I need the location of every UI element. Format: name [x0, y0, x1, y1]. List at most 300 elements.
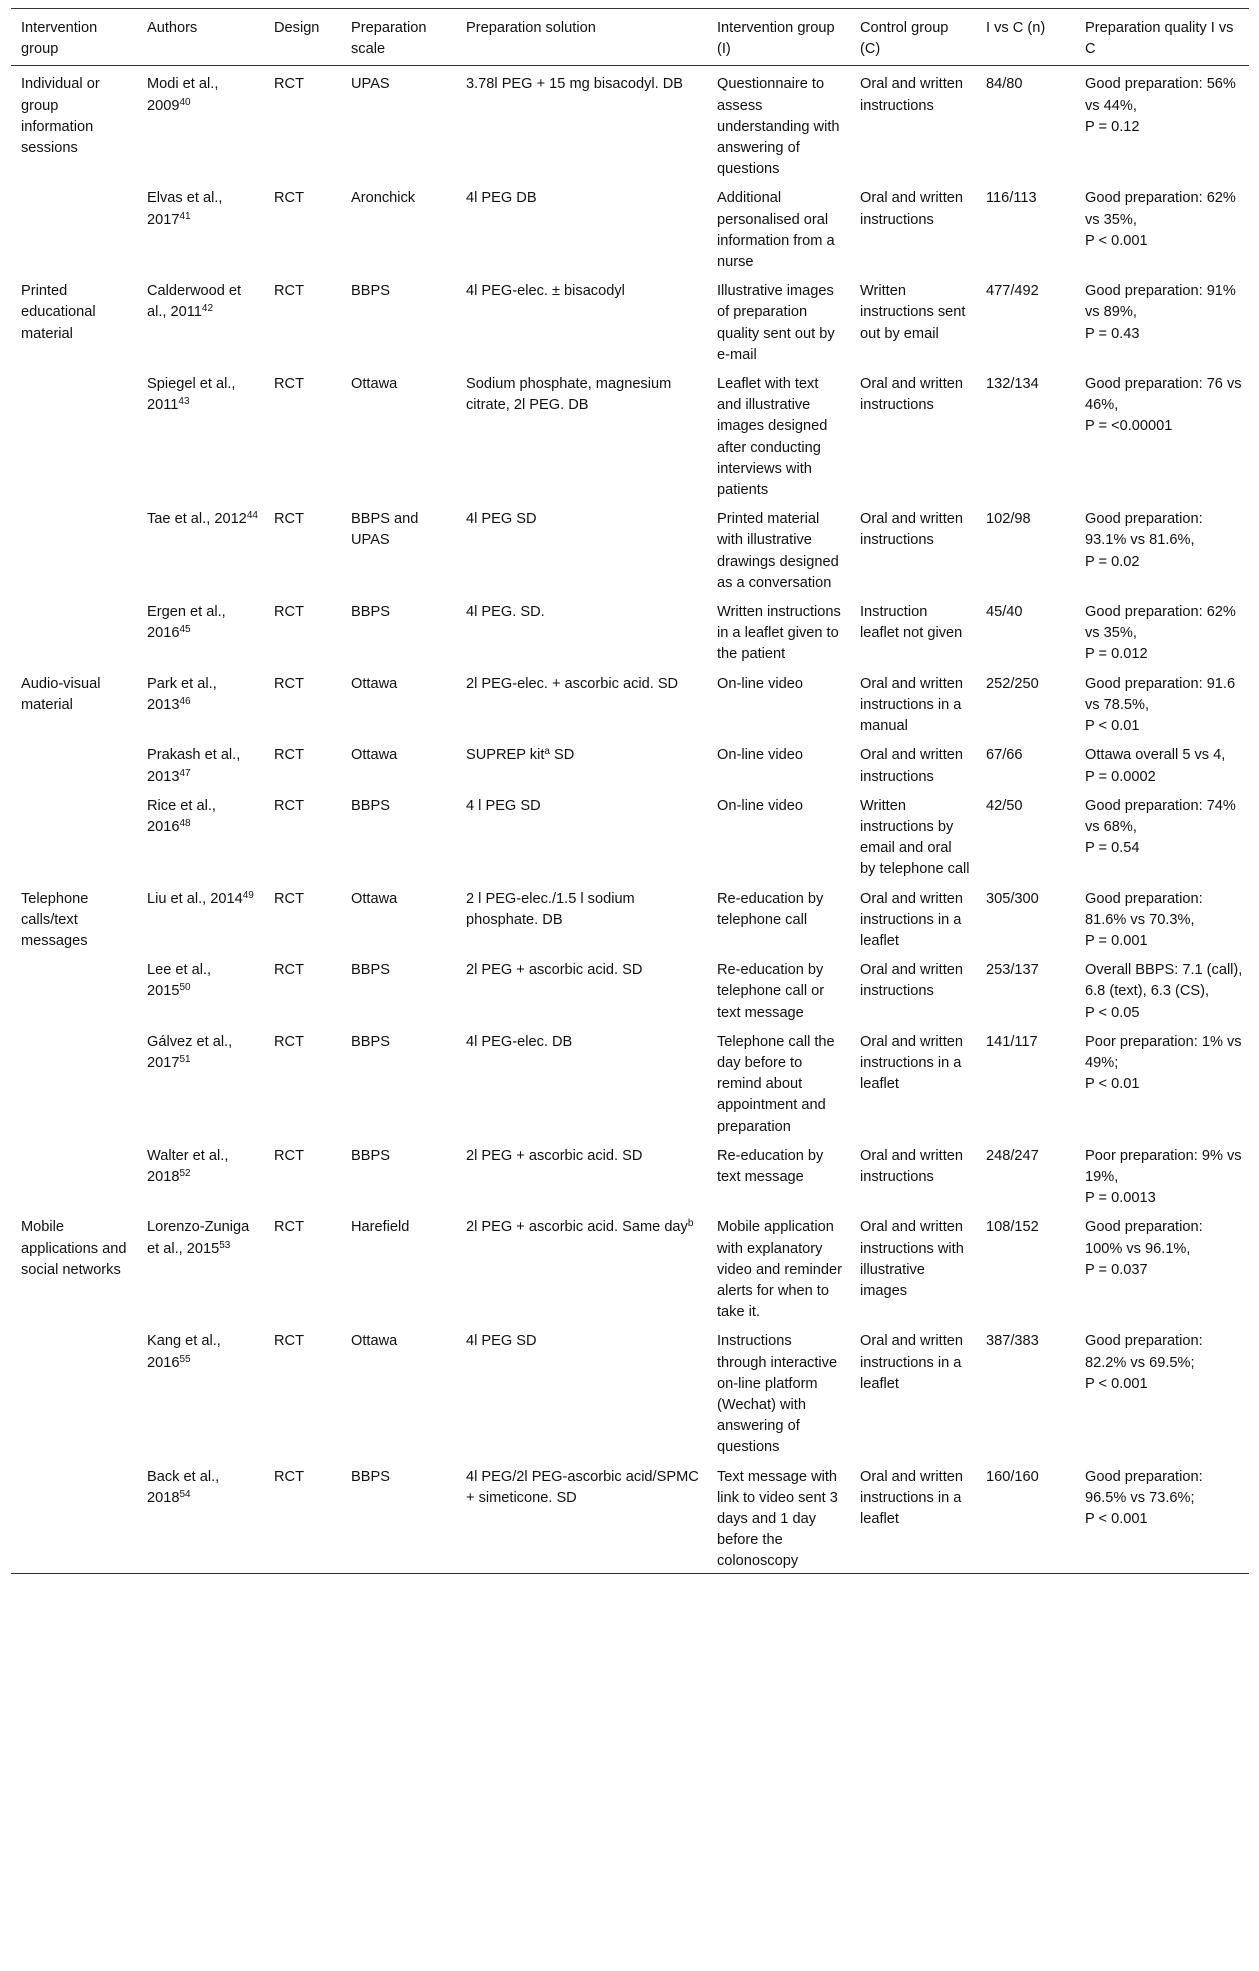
sample-size-text: 45/40: [986, 604, 1023, 621]
quality-text: Good preparation: 96.5% vs 73.6%;: [1085, 1468, 1203, 1506]
header-preparation-solution: Preparation solution: [466, 20, 596, 36]
cell-intervention-group: [11, 1024, 137, 1138]
cell-intervention: [707, 1138, 850, 1210]
cell-intervention: [707, 1024, 850, 1138]
cell-sample-size: [976, 952, 1075, 1024]
intervention-text: Mobile application with explanatory video and reminder alerts for when to take it.: [717, 1219, 842, 1321]
table-row: [11, 737, 1249, 787]
cell-design: [264, 66, 341, 181]
control-text: Instruction leaflet not given: [860, 604, 963, 642]
cell-design: [264, 666, 341, 738]
solution-text: 4 l PEG SD: [466, 797, 541, 814]
cell-authors: [137, 1323, 264, 1458]
cell-preparation-solution: [456, 881, 707, 953]
reference-number: 53: [219, 1239, 231, 1251]
cell-design: [264, 881, 341, 953]
solution-text: 4l PEG SD: [466, 511, 537, 528]
author-text: Calderwood et al., 2011: [147, 283, 242, 321]
table-container: [11, 8, 1249, 1574]
p-value-text: P = 0.012: [1085, 646, 1148, 663]
cell-sample-size: [976, 788, 1075, 881]
solution-text: 2 l PEG-elec./1.5 l sodium phosphate. DB: [466, 890, 635, 928]
quality-text: Ottawa overall 5 vs 4,: [1085, 747, 1226, 764]
design-text: RCT: [274, 376, 304, 393]
control-text: Oral and written instructions: [860, 76, 964, 114]
p-value-text: P = 0.12: [1085, 118, 1140, 135]
p-value-text: P < 0.05: [1085, 1004, 1140, 1021]
design-text: RCT: [274, 511, 304, 528]
p-value-text: P = 0.43: [1085, 325, 1140, 342]
cell-preparation-scale: [341, 273, 456, 366]
sample-size-text: 84/80: [986, 76, 1023, 93]
intervention-text: Re-education by text message: [717, 1147, 824, 1185]
cell-authors: [137, 594, 264, 666]
cell-sample-size: [976, 1323, 1075, 1458]
quality-text: Good preparation: 82.2% vs 69.5%;: [1085, 1333, 1203, 1371]
cell-intervention-group: [11, 501, 137, 594]
sample-size-text: 305/300: [986, 890, 1039, 907]
cell-intervention-group: [11, 1323, 137, 1458]
cell-authors: [137, 366, 264, 501]
cell-design: [264, 1024, 341, 1138]
control-text: Oral and written instructions with illustrative images: [860, 1219, 964, 1299]
cell-sample-size: [976, 273, 1075, 366]
control-text: Oral and written instructions: [860, 1147, 964, 1185]
cell-sample-size: [976, 737, 1075, 787]
cell-design: [264, 1138, 341, 1210]
table-row: [11, 1024, 1249, 1138]
p-value-text: P < 0.01: [1085, 1076, 1140, 1093]
scale-text: BBPS: [351, 1468, 390, 1485]
sample-size-text: 253/137: [986, 962, 1039, 979]
table-row: [11, 1459, 1249, 1574]
group-text: Telephone calls/text messages: [21, 890, 89, 949]
intervention-text: Instructions through interactive on-line platform (Wechat) with answering of questions: [717, 1333, 838, 1456]
p-value-text: P = 0.0013: [1085, 1190, 1156, 1207]
design-text: RCT: [274, 890, 304, 907]
table-row: [11, 501, 1249, 594]
p-value-text: P < 0.001: [1085, 1511, 1148, 1527]
cell-intervention: [707, 1209, 850, 1323]
group-text: Printed educational material: [21, 283, 96, 342]
reference-number: 51: [179, 1053, 191, 1065]
design-text: RCT: [274, 675, 304, 692]
cell-design: [264, 1323, 341, 1458]
control-text: Oral and written instructions: [860, 376, 964, 414]
cell-design: [264, 737, 341, 787]
solution-text: 3.78l PEG + 15 mg bisacodyl. DB: [466, 76, 683, 93]
design-text: RCT: [274, 1219, 304, 1236]
solution-text: Sodium phosphate, magnesium citrate, 2l PEG. DB: [466, 376, 672, 414]
header-preparation-quality: Preparation quality I vs C: [1085, 20, 1234, 58]
p-value-text: P = 0.02: [1085, 553, 1140, 570]
scale-text: Ottawa: [351, 890, 398, 907]
cell-design: [264, 952, 341, 1024]
cell-control: [850, 788, 976, 881]
solution-footnote: a: [544, 746, 550, 758]
design-text: RCT: [274, 747, 304, 764]
design-text: RCT: [274, 1333, 304, 1350]
cell-preparation-quality: [1075, 952, 1249, 1024]
studies-table: [11, 8, 1249, 1574]
cell-intervention-group: [11, 594, 137, 666]
reference-number: 47: [179, 767, 191, 779]
cell-design: [264, 594, 341, 666]
cell-preparation-scale: [341, 180, 456, 273]
quality-text: Good preparation: 62% vs 35%,: [1085, 604, 1236, 642]
cell-preparation-quality: [1075, 737, 1249, 787]
cell-preparation-quality: [1075, 1024, 1249, 1138]
p-value-text: P = 0.54: [1085, 840, 1140, 857]
author-text: Liu et al., 2014: [147, 890, 243, 907]
solution-tail: SD: [549, 747, 575, 764]
control-text: Written instructions by email and oral by telephone call: [860, 797, 970, 878]
cell-preparation-solution: [456, 1323, 707, 1458]
table-row: [11, 788, 1249, 881]
table-row: [11, 273, 1249, 366]
cell-control: [850, 594, 976, 666]
header-design: Design: [274, 20, 320, 36]
cell-preparation-solution: [456, 366, 707, 501]
cell-intervention-group: [11, 180, 137, 273]
cell-intervention: [707, 788, 850, 881]
cell-intervention-group: [11, 66, 137, 181]
header-intervention-group: Intervention group: [21, 20, 98, 58]
intervention-text: Printed material with illustrative drawings designed as a conversation: [717, 511, 839, 591]
cell-authors: [137, 180, 264, 273]
cell-intervention-group: [11, 366, 137, 501]
reference-number: 54: [179, 1488, 191, 1500]
solution-text: 4l PEG DB: [466, 190, 537, 207]
p-value-text: P = <0.00001: [1085, 418, 1173, 435]
design-text: RCT: [274, 797, 304, 814]
cell-control: [850, 881, 976, 953]
p-value-text: P = 0.001: [1085, 932, 1148, 949]
group-text: Mobile applications and social networks: [21, 1219, 127, 1278]
cell-intervention-group: [11, 1138, 137, 1210]
p-value-text: P < 0.01: [1085, 718, 1140, 735]
sample-size-text: 387/383: [986, 1333, 1039, 1350]
table-row: [11, 881, 1249, 953]
cell-sample-size: [976, 366, 1075, 501]
control-text: Oral and written instructions in a leaflet: [860, 890, 964, 949]
cell-control: [850, 180, 976, 273]
cell-preparation-scale: [341, 881, 456, 953]
table-row: [11, 594, 1249, 666]
cell-control: [850, 66, 976, 181]
cell-intervention: [707, 1459, 850, 1574]
cell-sample-size: [976, 1024, 1075, 1138]
cell-preparation-scale: [341, 952, 456, 1024]
cell-control: [850, 501, 976, 594]
control-text: Oral and written instructions: [860, 747, 964, 785]
reference-number: 43: [178, 396, 190, 408]
quality-text: Good preparation: 76 vs 46%,: [1085, 376, 1242, 414]
sample-size-text: 248/247: [986, 1147, 1039, 1164]
table-row: [11, 666, 1249, 738]
cell-preparation-quality: [1075, 1459, 1249, 1574]
reference-number: 46: [179, 695, 191, 707]
design-text: RCT: [274, 1033, 304, 1050]
cell-sample-size: [976, 666, 1075, 738]
cell-intervention-group: [11, 952, 137, 1024]
table-row: [11, 1138, 1249, 1210]
solution-text: SUPREP kit: [466, 747, 545, 764]
quality-text: Good preparation: 81.6% vs 70.3%,: [1085, 890, 1203, 928]
cell-preparation-solution: [456, 273, 707, 366]
sample-size-text: 252/250: [986, 675, 1039, 692]
cell-intervention-group: [11, 1459, 137, 1574]
cell-preparation-quality: [1075, 666, 1249, 738]
cell-preparation-quality: [1075, 1209, 1249, 1323]
quality-text: Good preparation: 91% vs 89%,: [1085, 283, 1236, 321]
quality-text: Good preparation: 93.1% vs 81.6%,: [1085, 511, 1203, 549]
cell-preparation-scale: [341, 1209, 456, 1323]
design-text: RCT: [274, 604, 304, 621]
cell-control: [850, 366, 976, 501]
author-text: Kang et al., 2016: [147, 1333, 221, 1371]
table-row: [11, 180, 1249, 273]
cell-preparation-solution: [456, 1138, 707, 1210]
cell-intervention: [707, 501, 850, 594]
sample-size-text: 67/66: [986, 747, 1023, 764]
quality-text: Good preparation: 74% vs 68%,: [1085, 797, 1236, 835]
cell-intervention: [707, 180, 850, 273]
table-row: [11, 952, 1249, 1024]
cell-authors: [137, 1138, 264, 1210]
cell-intervention: [707, 594, 850, 666]
author-text: Park et al., 2013: [147, 675, 217, 713]
table-row: [11, 66, 1249, 181]
cell-authors: [137, 666, 264, 738]
table-row: [11, 1209, 1249, 1323]
scale-text: Ottawa: [351, 747, 398, 764]
solution-text: 4l PEG. SD.: [466, 604, 545, 621]
table-row: [11, 1323, 1249, 1458]
solution-text: 2l PEG-elec. + ascorbic acid. SD: [466, 675, 679, 692]
reference-number: 40: [179, 96, 191, 108]
intervention-text: Leaflet with text and illustrative images designed after conducting interviews with patients: [717, 376, 828, 499]
scale-text: Harefield: [351, 1219, 410, 1236]
header-authors: Authors: [147, 20, 198, 36]
cell-sample-size: [976, 1459, 1075, 1574]
author-text: Tae et al., 2012: [147, 511, 247, 528]
author-text: Elvas et al., 2017: [147, 190, 223, 228]
header-intervention-i: Intervention group (I): [717, 20, 835, 58]
scale-text: Ottawa: [351, 675, 398, 692]
solution-text: 4l PEG-elec. ± bisacodyl: [466, 283, 625, 300]
intervention-text: On-line video: [717, 675, 803, 692]
solution-footnote: b: [687, 1218, 694, 1230]
cell-intervention: [707, 66, 850, 181]
cell-sample-size: [976, 881, 1075, 953]
cell-sample-size: [976, 66, 1075, 181]
cell-preparation-scale: [341, 366, 456, 501]
cell-intervention: [707, 952, 850, 1024]
intervention-text: Illustrative images of preparation quality sent out by e-mail: [717, 283, 835, 363]
cell-intervention: [707, 273, 850, 366]
cell-control: [850, 737, 976, 787]
author-text: Ergen et al., 2016: [147, 604, 226, 642]
cell-preparation-solution: [456, 737, 707, 787]
cell-control: [850, 666, 976, 738]
scale-text: BBPS and UPAS: [351, 511, 419, 549]
cell-control: [850, 1024, 976, 1138]
scale-text: BBPS: [351, 1147, 390, 1164]
reference-number: 55: [179, 1353, 191, 1365]
reference-number: 52: [179, 1167, 191, 1179]
intervention-text: Additional personalised oral information from a nurse: [717, 190, 835, 271]
author-text: Rice et al., 2016: [147, 797, 216, 835]
cell-design: [264, 501, 341, 594]
control-text: Oral and written instructions in a leaflet: [860, 1033, 964, 1093]
cell-authors: [137, 66, 264, 181]
sample-size-text: 477/492: [986, 283, 1039, 300]
cell-sample-size: [976, 180, 1075, 273]
cell-sample-size: [976, 594, 1075, 666]
header-i-vs-c-n: I vs C (n): [986, 20, 1046, 36]
scale-text: BBPS: [351, 1033, 390, 1050]
design-text: RCT: [274, 190, 304, 207]
control-text: Oral and written instructions in a leaflet: [860, 1468, 964, 1527]
cell-preparation-solution: [456, 66, 707, 181]
p-value-text: P = 0.037: [1085, 1261, 1148, 1278]
cell-authors: [137, 501, 264, 594]
header-preparation-scale: Preparation scale: [351, 20, 427, 58]
design-text: RCT: [274, 1468, 304, 1485]
cell-design: [264, 366, 341, 501]
cell-preparation-scale: [341, 1138, 456, 1210]
cell-authors: [137, 737, 264, 787]
design-text: RCT: [274, 962, 304, 979]
author-text: Modi et al., 2009: [147, 76, 219, 114]
cell-authors: [137, 273, 264, 366]
cell-intervention: [707, 666, 850, 738]
solution-text: 4l PEG/2l PEG-ascorbic acid/SPMC + simeticone. SD: [466, 1468, 699, 1506]
cell-preparation-quality: [1075, 594, 1249, 666]
sample-size-text: 116/113: [986, 190, 1037, 207]
author-text: Gálvez et al., 2017: [147, 1033, 233, 1071]
p-value-text: P < 0.001: [1085, 1375, 1148, 1392]
author-text: Lorenzo-Zuniga et al., 2015: [147, 1219, 250, 1257]
cell-preparation-solution: [456, 1209, 707, 1323]
cell-control: [850, 1209, 976, 1323]
cell-authors: [137, 1459, 264, 1574]
cell-control: [850, 273, 976, 366]
cell-control: [850, 1323, 976, 1458]
cell-preparation-solution: [456, 1459, 707, 1574]
cell-sample-size: [976, 1209, 1075, 1323]
sample-size-text: 102/98: [986, 511, 1031, 528]
cell-preparation-scale: [341, 1459, 456, 1574]
cell-design: [264, 273, 341, 366]
control-text: Oral and written instructions: [860, 511, 964, 549]
author-text: Lee et al., 2015: [147, 962, 212, 1000]
cell-preparation-quality: [1075, 273, 1249, 366]
control-text: Oral and written instructions: [860, 190, 964, 228]
cell-preparation-quality: [1075, 366, 1249, 501]
table-row: [11, 366, 1249, 501]
quality-text: Poor preparation: 9% vs 19%,: [1085, 1147, 1242, 1185]
quality-text: Good preparation: 56% vs 44%,: [1085, 76, 1236, 114]
intervention-text: Re-education by telephone call: [717, 890, 824, 928]
solution-text: 2l PEG + ascorbic acid. Same day: [466, 1219, 688, 1236]
cell-preparation-quality: [1075, 66, 1249, 181]
solution-text: 2l PEG + ascorbic acid. SD: [466, 1147, 643, 1164]
sample-size-text: 108/152: [986, 1219, 1039, 1236]
cell-preparation-scale: [341, 737, 456, 787]
author-text: Prakash et al., 2013: [147, 747, 241, 785]
cell-preparation-scale: [341, 1323, 456, 1458]
control-text: Oral and written instructions in a leaflet: [860, 1333, 964, 1392]
cell-authors: [137, 881, 264, 953]
cell-preparation-quality: [1075, 180, 1249, 273]
sample-size-text: 132/134: [986, 376, 1039, 393]
intervention-text: On-line video: [717, 747, 803, 764]
quality-text: Good preparation: 62% vs 35%,: [1085, 190, 1236, 228]
cell-authors: [137, 788, 264, 881]
cell-intervention-group: [11, 1209, 137, 1323]
author-text: Spiegel et al., 2011: [147, 376, 236, 414]
scale-text: Ottawa: [351, 376, 398, 393]
control-text: Written instructions sent out by email: [860, 283, 966, 342]
header-row: [11, 9, 1249, 66]
scale-text: Aronchick: [351, 190, 416, 207]
cell-sample-size: [976, 1138, 1075, 1210]
reference-number: 45: [179, 624, 191, 636]
cell-preparation-solution: [456, 788, 707, 881]
cell-preparation-solution: [456, 180, 707, 273]
header-control-c: Control group (C): [860, 20, 949, 58]
cell-intervention-group: [11, 666, 137, 738]
cell-preparation-scale: [341, 594, 456, 666]
control-text: Oral and written instructions: [860, 962, 964, 1000]
cell-preparation-scale: [341, 1024, 456, 1138]
intervention-text: On-line video: [717, 797, 803, 814]
intervention-text: Telephone call the day before to remind about appointment and preparation: [717, 1033, 835, 1135]
cell-intervention: [707, 881, 850, 953]
cell-design: [264, 1209, 341, 1323]
reference-number: 49: [242, 889, 254, 901]
p-value-text: P < 0.001: [1085, 232, 1148, 249]
cell-control: [850, 952, 976, 1024]
scale-text: BBPS: [351, 797, 390, 814]
quality-text: Good preparation: 91.6 vs 78.5%,: [1085, 675, 1236, 713]
cell-control: [850, 1138, 976, 1210]
cell-intervention-group: [11, 273, 137, 366]
author-text: Back et al., 2018: [147, 1468, 220, 1506]
cell-preparation-scale: [341, 66, 456, 181]
intervention-text: Text message with link to video sent 3 days and 1 day before the colonoscopy: [717, 1468, 838, 1570]
scale-text: BBPS: [351, 604, 390, 621]
intervention-text: Questionnaire to assess understanding with answering of questions: [717, 76, 840, 178]
cell-design: [264, 788, 341, 881]
cell-preparation-scale: [341, 666, 456, 738]
cell-preparation-quality: [1075, 501, 1249, 594]
sample-size-text: 160/160: [986, 1468, 1039, 1485]
cell-preparation-scale: [341, 501, 456, 594]
intervention-text: Written instructions in a leaflet given to the patient: [717, 604, 841, 663]
design-text: RCT: [274, 283, 304, 300]
cell-intervention: [707, 737, 850, 787]
cell-preparation-solution: [456, 594, 707, 666]
cell-intervention-group: [11, 881, 137, 953]
cell-control: [850, 1459, 976, 1574]
cell-authors: [137, 1024, 264, 1138]
control-text: Oral and written instructions in a manual: [860, 675, 964, 735]
group-text: Audio-visual material: [21, 675, 101, 713]
sample-size-text: 141/117: [986, 1033, 1038, 1050]
